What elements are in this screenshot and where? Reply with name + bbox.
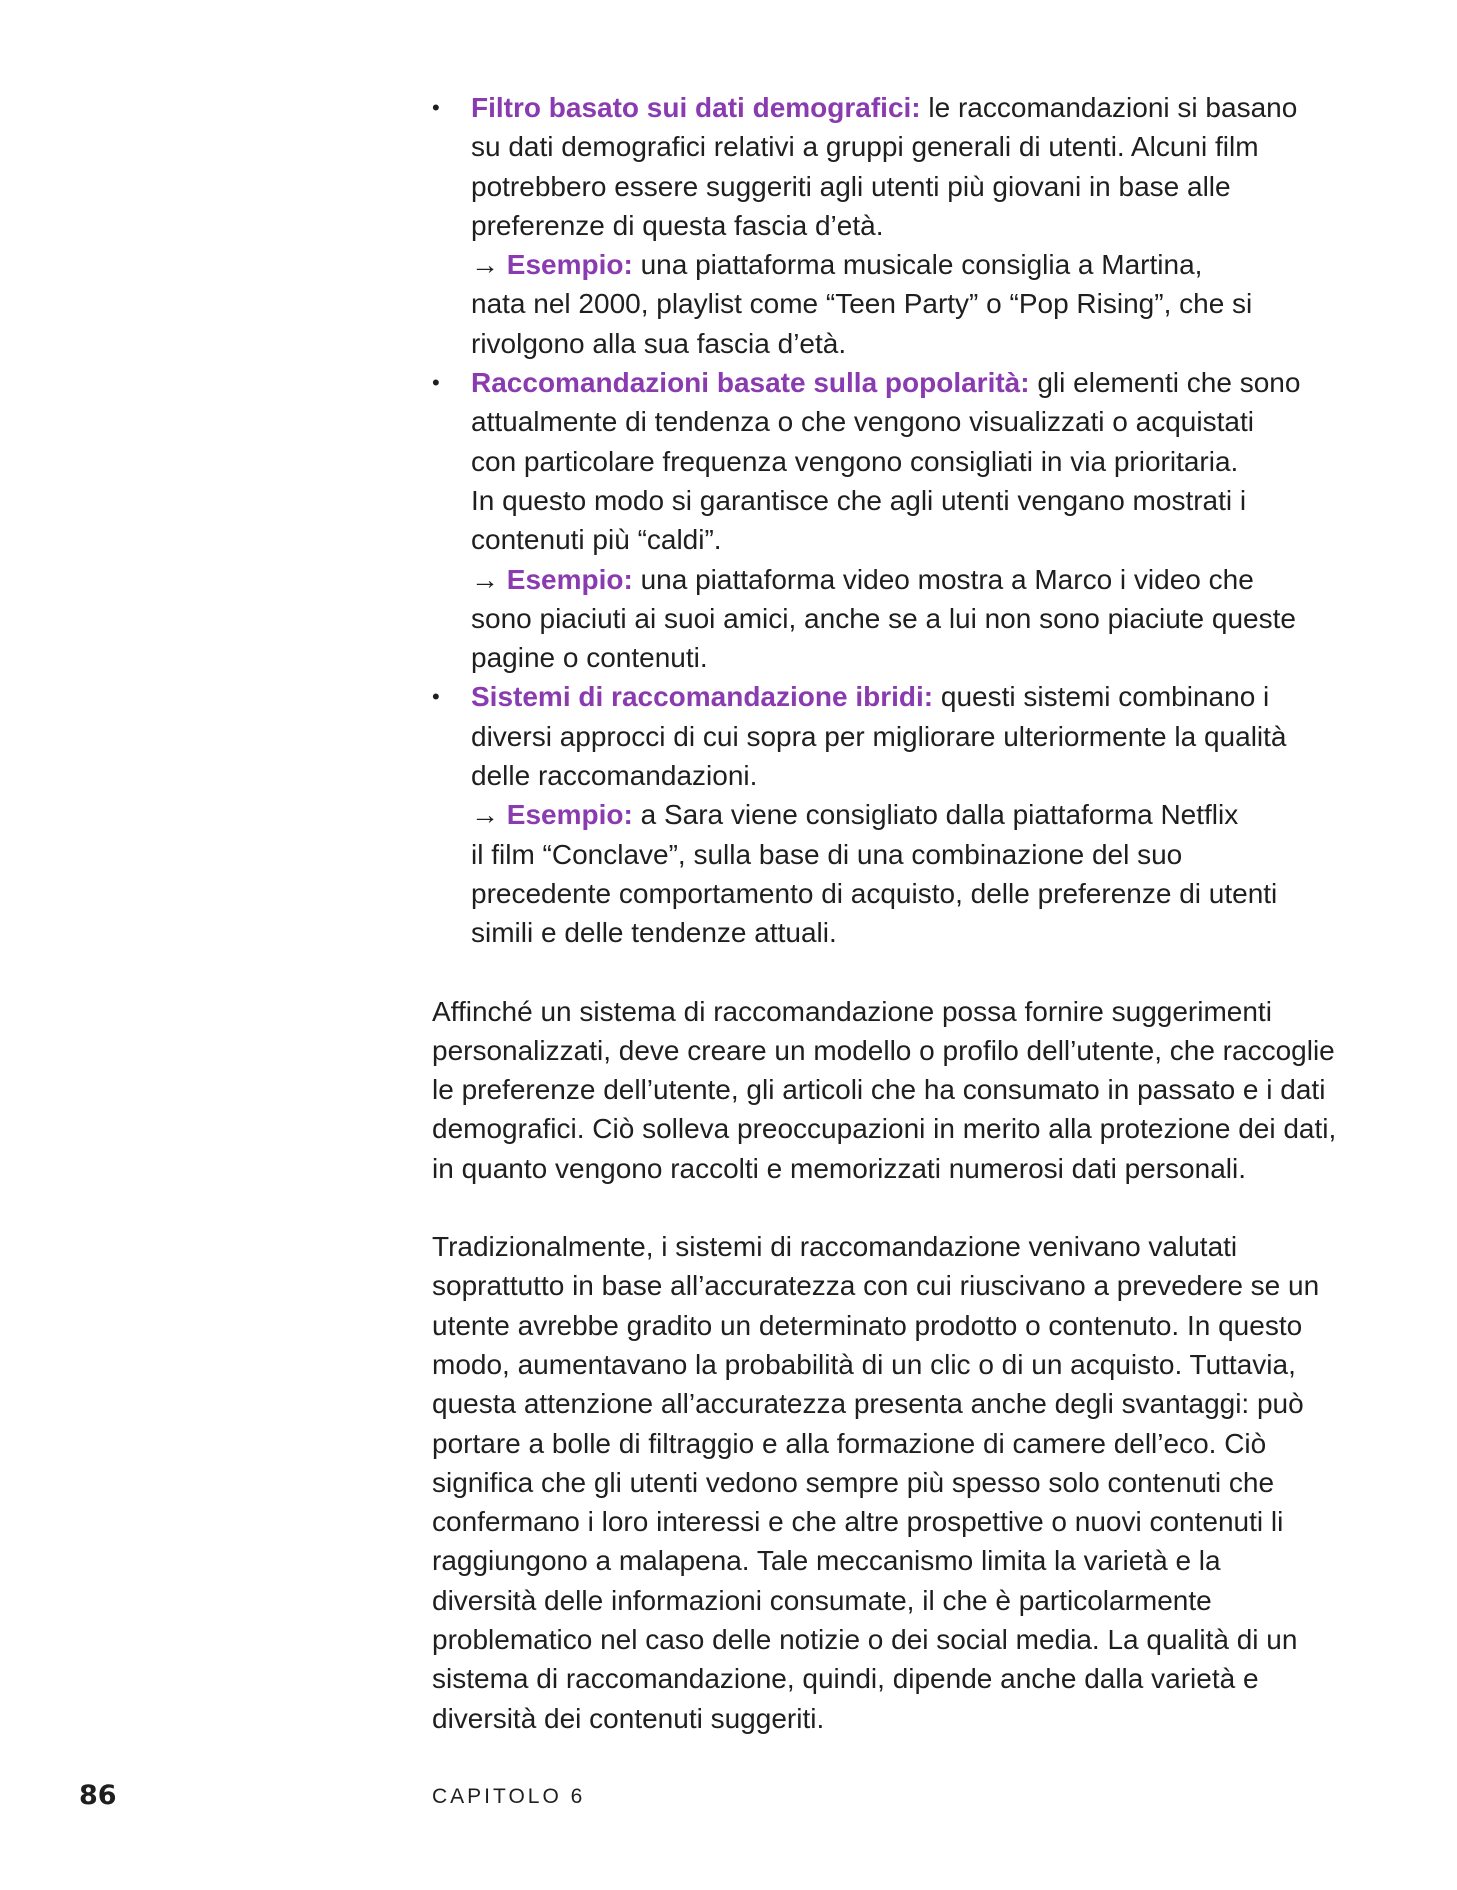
example-line: sono piaciuti ai suoi amici, anche se a lui non sono piaciute queste — [471, 602, 1296, 634]
bullet-line: contenuti più “caldi”. — [471, 524, 722, 556]
paragraph-line: diversità delle informazioni consumate, il che è particolarmente — [432, 1584, 1212, 1616]
bullet-list — [432, 88, 1337, 953]
arrow-right-icon: → — [471, 249, 499, 281]
paragraph-line: problematico nel caso delle notizie o dei social media. La qualità di un — [432, 1623, 1298, 1655]
bullet-line: con particolare frequenza vengono consigliati in via prioritaria. — [471, 445, 1239, 477]
paragraph-line: in quanto vengono raccolti e memorizzati numerosi dati personali. — [432, 1152, 1246, 1184]
bullet-line: attualmente di tendenza o che vengono visualizzati o acquistati — [471, 406, 1254, 438]
paragraph-line: utente avrebbe gradito un determinato prodotto o contenuto. In questo — [432, 1309, 1303, 1341]
example-line: nata nel 2000, playlist come “Teen Party” o “Pop Rising”, che si — [471, 288, 1253, 320]
paragraph-line: Tradizionalmente, i sistemi di raccomandazione venivano valutati — [432, 1231, 1238, 1263]
paragraph-accuracy — [432, 1227, 1337, 1738]
paragraph-line: modo, aumentavano la probabilità di un clic o di un acquisto. Tuttavia, — [432, 1348, 1296, 1380]
bullet-dot-icon: • — [432, 95, 440, 120]
example-label: Esempio: — [506, 799, 633, 831]
bullet-line — [471, 677, 1337, 716]
bullet-text: gli elementi che sono — [1029, 367, 1301, 399]
paragraph-line: demografici. Ciò solleva preoccupazioni in merito alla protezione dei dati, — [432, 1113, 1337, 1145]
bullet-line: su dati demografici relativi a gruppi generali di utenti. Alcuni film — [471, 131, 1259, 163]
bullet-term: Raccomandazioni basate sulla popolarità: — [471, 367, 1030, 399]
example-text: a Sara viene consigliato dalla piattaforma Netflix — [632, 799, 1239, 831]
bullet-text: le raccomandazioni si basano — [920, 92, 1298, 123]
paragraph-line: Affinché un sistema di raccomandazione possa fornire suggerimenti — [432, 995, 1272, 1027]
example-line: pagine o contenuti. — [471, 642, 708, 674]
bullet-term: Sistemi di raccomandazione ibridi: — [471, 681, 934, 713]
paragraph-line: sistema di raccomandazione, quindi, dipende anche dalla varietà e — [432, 1663, 1259, 1695]
paragraph-line: questa attenzione all’accuratezza presenta anche degli svantaggi: può — [432, 1388, 1304, 1420]
bullet-line: delle raccomandazioni. — [471, 760, 758, 792]
arrow-right-icon: → — [471, 799, 499, 831]
example-line — [471, 560, 1337, 599]
paragraph-line: confermano i loro interessi e che altre prospettive o nuovi contenuti li — [432, 1506, 1284, 1538]
example-line — [471, 245, 1337, 284]
paragraph-line: soprattutto in base all’accuratezza con cui riuscivano a prevedere se un — [432, 1270, 1320, 1302]
paragraph-line: raggiungono a malapena. Tale meccanismo limita la varietà e la — [432, 1545, 1221, 1577]
bullet-line — [471, 363, 1337, 402]
bullet-line — [471, 88, 1337, 127]
bullet-item-demographic — [432, 88, 1337, 363]
example-line: il film “Conclave”, sulla base di una combinazione del suo — [471, 838, 1183, 870]
example-line: rivolgono alla sua fascia d’età. — [471, 327, 847, 359]
paragraph-line: le preferenze dell’utente, gli articoli che ha consumato in passato e i dati — [432, 1074, 1326, 1106]
bullet-line: In questo modo si garantisce che agli utenti vengano mostrati i — [471, 484, 1247, 516]
bullet-item-popularity — [432, 363, 1337, 677]
bullet-dot-icon: • — [432, 370, 440, 396]
arrow-right-icon: → — [471, 563, 499, 595]
bullet-dot-icon: • — [432, 684, 440, 710]
bullet-item-hybrid — [432, 677, 1337, 952]
paragraph-line: personalizzati, deve creare un modello o profilo dell’utente, che raccoglie — [432, 1034, 1335, 1066]
paragraph-line: significa che gli utenti vedono sempre più spesso solo contenuti che — [432, 1466, 1275, 1498]
bullet-term: Filtro basato sui dati demografici: — [471, 92, 921, 123]
paragraph-line: portare a bolle di filtraggio e alla formazione di camere dell’eco. Ciò — [432, 1427, 1267, 1459]
paragraph-user-profile — [432, 992, 1337, 1188]
example-line: simili e delle tendenze attuali. — [471, 917, 837, 949]
chapter-label: CAPITOLO 6 — [432, 1785, 586, 1808]
bullet-text: questi sistemi combinano i — [933, 681, 1270, 713]
page-content — [432, 88, 1337, 1738]
bullet-line: diversi approcci di cui sopra per migliorare ulteriormente la qualità — [471, 720, 1287, 752]
paragraph-line: diversità dei contenuti suggeriti. — [432, 1702, 825, 1734]
page-number: 86 — [79, 1780, 117, 1811]
example-text: una piattaforma video mostra a Marco i video che — [632, 563, 1254, 595]
bullet-line: potrebbero essere suggeriti agli utenti più giovani in base alle — [471, 170, 1231, 202]
example-label: Esempio: — [506, 249, 633, 281]
example-text: una piattaforma musicale consiglia a Martina, — [632, 249, 1203, 281]
example-line: precedente comportamento di acquisto, delle preferenze di utenti — [471, 877, 1278, 909]
example-label: Esempio: — [506, 563, 633, 595]
example-line — [471, 795, 1337, 834]
bullet-line: preferenze di questa fascia d’età. — [471, 209, 884, 241]
